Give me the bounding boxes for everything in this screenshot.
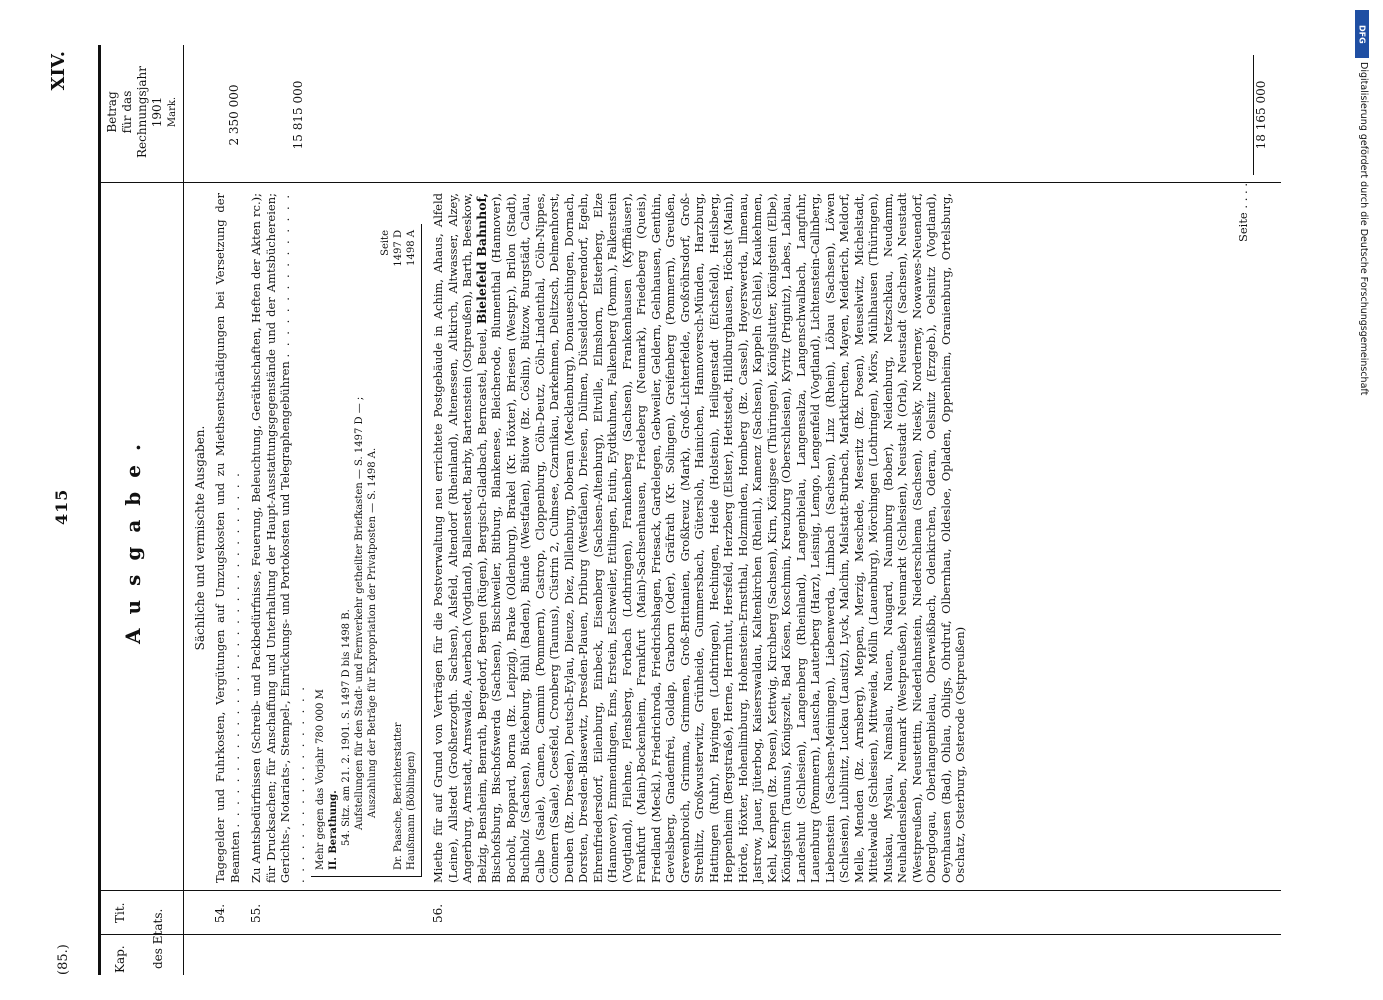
budget-table bbox=[98, 45, 1281, 975]
subheading: Sächliche und vermischte Ausgaben. bbox=[193, 425, 207, 651]
highlight-text: Bielefeld Bahnhof, bbox=[473, 192, 489, 325]
col-header-amount: Betrag für das Rechnungsjahr 1901 Mark. bbox=[105, 66, 178, 158]
col-header-etats: des Etats. bbox=[151, 908, 165, 969]
dfg-logo: DFG bbox=[1355, 10, 1369, 58]
rotated-page bbox=[40, 45, 1268, 975]
col-header-kap: Kap. bbox=[113, 945, 127, 973]
row-text: Zu Amtsbedürfnissen (Schreib- und Packbedürfnisse, Feuerung, Beleuchtung, Geräthschaften, Heften der Akten rc.); für Drucksachen; für Anschaffung und Unterhaltung der Haupt-Ausstattungsgegenstände und der Amtsbüchereien; Gerichts-, Notariats-, Stempel-, Einrückungs- und Portokosten und Telegraphengebühren . . . . . . . . . . . . . . . . . . . . . . . . . . . . . . . . . Mehr gegen das Vorjahr 780 000 M II. Berathung. 54. Sitz. am 21. 2. 1901. S. 1497 D bis 1498 B. Aufstellungen für den Stadt- und Fernverkehr getheilter Briefkasten — S. 1497 D — ; Auszahlung der Beträge für Expropriation der Privatposten — S. 1498 A. Seite Dr. Paasche, Berichterstatter 1497 D Haußmann (Böblingen) 1498 A bbox=[249, 193, 428, 883]
section-numeral: XIV. bbox=[48, 51, 69, 91]
table-header bbox=[101, 45, 184, 975]
row-text: Tagegelder und Fuhrkosten, Vergütungen auf Umzugskosten und zu Miethsentschädigungen bei Versetzung der Beamten . . . . . . . . . . . . . . . . . . . . . . . . . . . . . . . . bbox=[213, 193, 242, 883]
titel-number: 56. bbox=[431, 903, 445, 923]
titel-number: 54. bbox=[213, 903, 227, 923]
page-number: 415 bbox=[52, 488, 71, 525]
page-header bbox=[40, 45, 80, 975]
kapitel-label: (85.) bbox=[56, 944, 71, 975]
seite-line: Seite . . . . bbox=[1236, 183, 1250, 243]
digitization-note: Digitalisierung gefördert durch die Deutsche Forschungsgemeinschaft bbox=[1358, 62, 1369, 396]
ausgabe-title: Ausgabe. bbox=[121, 430, 145, 644]
col-header-tit: Tit. bbox=[113, 902, 127, 923]
row-amount: 2 350 000 bbox=[227, 84, 241, 146]
titel-number: 55. bbox=[249, 903, 263, 923]
digitization-sidebar bbox=[1355, 10, 1369, 990]
debate-box: Mehr gegen das Vorjahr 780 000 M II. Berathung. 54. Sitz. am 21. 2. 1901. S. 1497 D bis 1498 B. Aufstellungen für den Stadt- und Fernverkehr getheilter Briefkasten — S. 1497 D — ; Auszahlung der Beträge für Expropriation der Privatposten — S. 1498 A. Seite Dr. Paasche, Berichterstatter 1497 D Haußmann (Böblingen) 1498 A bbox=[311, 224, 422, 877]
page-total: 18 165 000 bbox=[1253, 55, 1268, 175]
row-amount: 15 815 000 bbox=[291, 80, 305, 150]
row-text: Miethe für auf Grund von Verträgen für die Postverwaltung neu errichtete Postgebäude in Achim, Ahaus, Alfeld (Leine), Allstedt (Großherzogth. Sachsen), Alsfeld, Altendorf (Rheinland), Altenessen, Altkirch, Altwasser, Alzey, Angerburg, Arnstadt, Arnswalde, Auerbach (Vogtland), Ballenstedt, Barby, Bartenstein (Ostpreußen), Barth, Beeskow, Belzig, Bensheim, Benrath, Bergedorf, Bergen (Rügen), Bergisch-Gladbach, Berncastel, Beuel, Bielefeld Bahnhof, Bischofsburg, Bischofswerda (Sachsen), Bischweiler, Bitburg, Blankenese, Bleicherode, Blumenthal (Hannover), Bocholt, Boppard, Borna (Bz. Leipzig), Brake (Oldenburg), Brakel (Kr. Höxter), Briesen (Westpr.), Brilon (Stadt), Buchholz (Sachsen), Bückeburg, Bühl (Baden), Bünde (Westfalen), Bütow (Bz. Cöslin), Bützow, Burgstädt, Calau, Calbe (Saale), Camen, Cammin (Pommern), Castrop, Cloppenburg, Cöln-Deutz, Cöln-Lindenthal, Cöln-Nippes, Cönnern (Saale), Coesfeld, Cronberg (Taunus), Cüstrin 2, Culmsee, Czarnikau, Darkehmen, Delitzsch, Delmenhorst, Deuben (Bz. Dresden), Deutsch-Eylau, Dieuze, Diez, Dillenburg, Doberan (Mecklenburg), Donaueschingen, Dornach, Dorsten, Dresden-Blasewitz, Dresden-Plauen, Driburg (Westfalen), Driesen, Dülmen, Düsseldorf-Derendorf, Egeln, Ehrenfriedersdorf, Eilenburg, Einbeck, Eisenberg (Sachsen-Altenburg), Eltville, Elmshorn, Elsterberg, Elze (Hannover), Emmendingen, Ems, Erstein, Eschweiler, Ettlingen, Eutin, Eydtkuhnen, Falkenberg (Pomm.), Falkenstein (Vogtland), Filehne, Flensberg, Forbach (Lothringen), Frankenberg (Sachsen), Frankenhausen (Kyffhäuser), Frankfurt (Main)-Bockenheim, Frankfurt (Main)-Sachsenhausen, Friedeberg (Neumark), Friedeberg (Queis), Friedland (Meckl.), Friedrichroda, Friedrichshagen, Friesack, Gardelegen, Gebweiler, Geldern, Gelnhausen, Genthin, Gevelsberg, Gnadenfrei, Goldap, Graborn (Oder), Gräfrath (Kr. Solingen), Greifenberg (Pommern), Greußen, Grevenbroich, Grimma, Grimmen, Groß-Brittanien, Großkreuz (Mark), Groß-Lichterfelde, Großröhrsdorf, Groß-Strehlitz, Großwusterwitz, Grünheide, Gummersbach, Gütersloh, Hainichen, Hannoversch-Münden, Harzburg, Hattingen (Ruhr), Hayingen (Lothringen), Hechingen, Heide (Holstein), Heiligenstadt (Eichsfeld), Heilsberg, Heppenheim (Bergstraße), Herne, Herrnhut, Hersfeld, Herzberg (Elster), Hettstedt, Hildburghausen, Höchst (Main), Hörde, Höxter, Hohenlimburg, Hohenstein-Ernstthal, Holzminden, Homberg (Bz. Cassel), Hoyerswerda, Ilmenau, Jastrow, Jauer, Jüterbog, Kaiserswaldau, Kaltenkirchen (Rheinl.), Kamenz (Sachsen), Kappeln (Schlei), Kaukehmen, Kehl, Kempen (Bz. Posen), Kettwig, Kirchberg (Sachsen), Kirn, Königsee (Thüringen), Königslutter, Königstein (Elbe), Königstein (Taunus), Königszelt, Bad Kösen, Koschmin, Kreuzburg (Oberschlesien), Kyritz (Prignitz), Labes, Labiau, Landeshut (Schlesien), Langenberg (Rheinland), Langenbielau, Langensalza, Langenschwalbach, Langfuhr, Lauenburg (Pommern), Lauscha, Lauterberg (Harz), Leisnig, Lemgo, Lengenfeld (Vogtland), Lichtenstein-Callnberg, Liebenstein (Sachsen-Meiningen), Liebenwerda, Limbach (Sachsen), Linz (Rhein), Löbau (Sachsen), Löwen (Schlesien), Lublinitz, Luckau (Lausitz), Lyck, Malchin, Malstatt-Burbach, Marktkirchen, Mayen, Meiderich, Meldorf, Melle, Menden (Bz. Arnsberg), Meppen, Merzig, Meschede, Meseritz (Bz. Posen), Meuselwitz, Michelstadt, Mittelwalde (Schlesien), Mittweida, Mölln (Lauenburg), Mörchingen (Lothringen), Mörs, Mühlhausen (Thüringen), Muskau, Myslau, Namslau, Nauen, Naugard, Naumburg (Bober), Neidenburg, Netzschkau, Neudamm, Neuhaldensleben, Neumark (Westpreußen), Neumarkt (Schlesien), Neustadt (Orla), Neustadt (Sachsen), Neustadt (Westpreußen), Neustettin, Niederlahnstein, Niederschlema (Sachsen), Niesky, Norderney, Nowawes-Neuendorf, Oberglogau, Oberlangenbielau, Oberweißbach, Odenkirchen, Oderan, Oelsnitz (Erzgeb.), Oelsnitz (Vogtland), Oeynhausen (Bad), Ohlau, Ohligs, Ohrdruf, Olbernhau, Oldesloe, Opladen, Oppenheim, Oranienburg, Ortelsburg, Oschatz, Osterburg, Osterode (Ostpreußen) bbox=[431, 192, 967, 883]
